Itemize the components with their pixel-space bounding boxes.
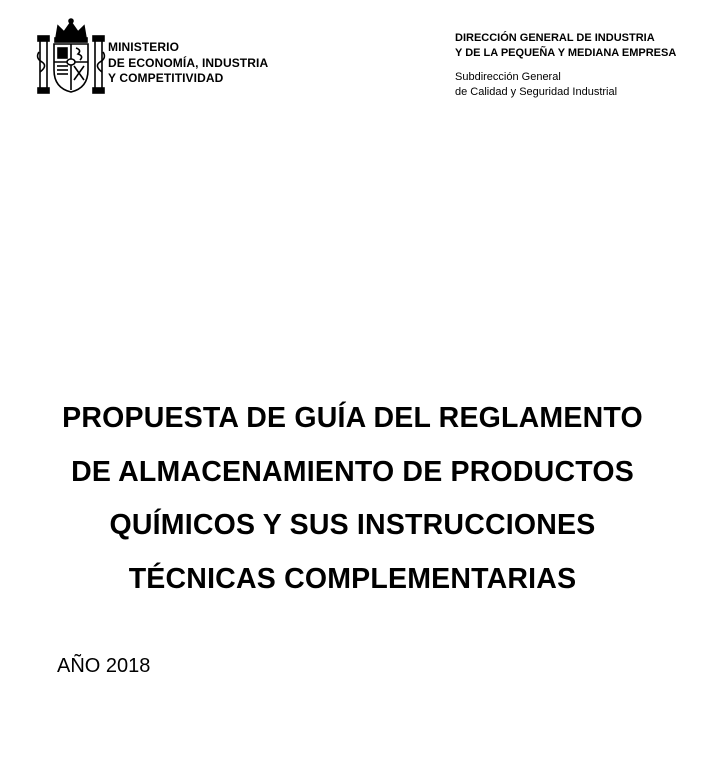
ministry-line: Y COMPETITIVIDAD: [108, 71, 224, 85]
title-line: TÉCNICAS COMPLEMENTARIAS: [128, 562, 577, 595]
directorate-line: Y DE LA PEQUEÑA Y MEDIANA EMPRESA: [455, 47, 677, 59]
ministry-line: DE ECONOMÍA, INDUSTRIA: [108, 55, 269, 70]
title-line: PROPUESTA DE GUÍA DEL REGLAMENTO: [62, 402, 643, 434]
subdirectorate: [455, 70, 676, 100]
directorate-block: [455, 31, 676, 100]
subdirectorate-line: Subdirección General: [455, 71, 561, 83]
document-year: AÑO 2018: [57, 655, 151, 677]
ministry-line: MINISTERIO: [108, 40, 180, 54]
title-line: DE ALMACENAMIENTO DE PRODUCTOS: [71, 455, 634, 488]
subdirectorate-line: de Calidad y Seguridad Industrial: [455, 86, 618, 98]
ministry-name: [108, 40, 268, 87]
coat-of-arms-icon: [36, 18, 106, 98]
document-title: [0, 392, 705, 606]
title-line: QUÍMICOS Y SUS INSTRUCCIONES: [109, 509, 596, 541]
directorate-line: DIRECCIÓN GENERAL DE INDUSTRIA: [455, 32, 655, 44]
